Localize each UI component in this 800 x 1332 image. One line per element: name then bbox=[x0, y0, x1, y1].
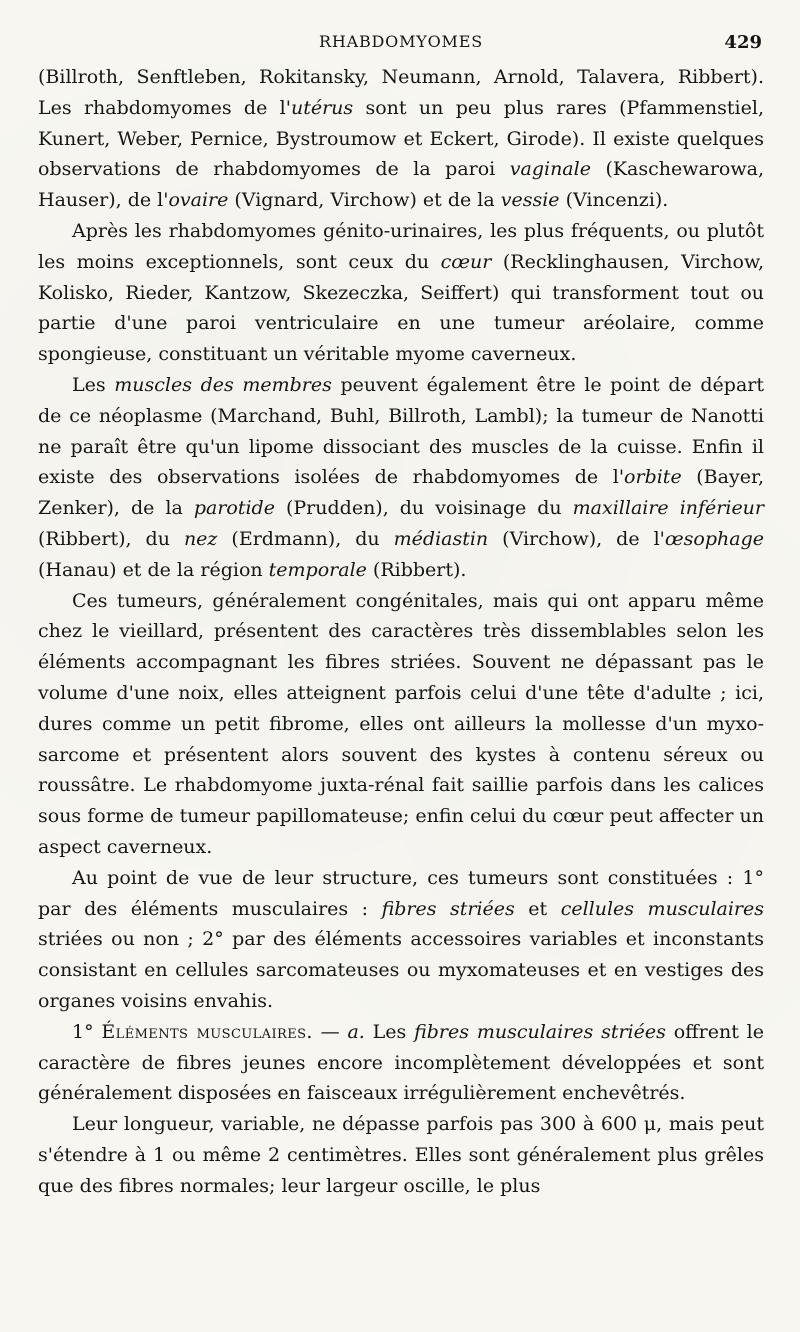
paragraph-text-segment: (Billroth, Senftleben, Rokitansky, Neumann, Arnold, Talavera, Ribbert). Les rhabdomyomes de l' bbox=[38, 66, 764, 119]
paragraph-text-segment: (Prudden), du voisinage du bbox=[274, 497, 573, 520]
paragraph-text-segment: vessie bbox=[500, 189, 560, 212]
paragraph-text-segment: médiastin bbox=[393, 527, 489, 550]
running-title: RHABDOMYOMES bbox=[319, 32, 483, 51]
paragraph-text-segment: Au point de vue de leur structure, ces tumeurs sont constituées : 1° par des éléments musculaires : bbox=[38, 866, 764, 920]
paragraph-4 bbox=[38, 586, 764, 863]
paragraph-text-segment: a. bbox=[347, 1020, 365, 1043]
paragraph-3 bbox=[38, 370, 764, 586]
paragraph-text-segment: peuvent également être le point de départ de ce néoplasme (Marchand, Buhl, Billroth, Lambl); la tumeur de Nanotti ne paraît être qu'un lipome dissociant des muscles de la cuisse. Enfin il existe des observations isolées de rhabdomyomes de l' bbox=[38, 373, 764, 489]
paragraph-text-segment: (Kaschewarowa, Hauser), de l' bbox=[38, 158, 764, 212]
paragraph-text-segment: (Erdmann), du bbox=[217, 527, 394, 550]
paragraph-text-segment: (Vignard, Virchow) et de la bbox=[228, 189, 501, 212]
paragraph-text-segment: striées ou non ; 2° par des éléments accessoires variables et inconstants consistant en cellules sarcomateuses ou myxomateuses et en vestiges des organes voisins envahis. bbox=[38, 928, 764, 1012]
paragraph-text-segment: fibres musculaires striées bbox=[414, 1020, 666, 1043]
paragraph-text-segment: vaginale bbox=[509, 158, 591, 181]
paragraph-text-segment: — bbox=[312, 1020, 348, 1043]
paragraph-5 bbox=[38, 863, 764, 1017]
paragraph-text-segment: cellules musculaires bbox=[560, 897, 764, 920]
paragraph-text-segment: cœur bbox=[440, 250, 492, 273]
paragraph-text-segment: muscles des membres bbox=[114, 373, 332, 396]
paragraph-text-segment: Après les rhabdomyomes génito-urinaires, les plus fréquents, ou plutôt les moins exceptionnels, sont ceux du bbox=[38, 219, 764, 273]
paragraph-text-segment: nez bbox=[183, 527, 218, 550]
paragraph-text-segment: Éléments musculaires. bbox=[101, 1020, 313, 1043]
paragraph-text-segment: Les bbox=[72, 373, 115, 396]
page-header bbox=[38, 28, 764, 62]
paragraph-text-segment: fibres striées bbox=[381, 897, 515, 920]
paragraph-text-segment: sont un peu plus rares (Pfammenstiel, Kunert, Weber, Pernice, Bystroumow et Eckert, Girode). Il existe quelques observations de rhabdomyomes de la paroi bbox=[38, 96, 764, 181]
paragraph-text-segment: maxillaire inférieur bbox=[572, 497, 765, 520]
body-text bbox=[38, 62, 764, 1201]
paragraph-text-segment: offrent le caractère de fibres jeunes encore incomplètement développées et sont généralement disposées en faisceaux irrégulièrement enchevêtrés. bbox=[38, 1020, 764, 1105]
paragraph-text-segment: (Ribbert), du bbox=[38, 527, 184, 550]
paragraph-text-segment: (Hanau) et de la région bbox=[38, 558, 269, 581]
paragraph-text-segment: et bbox=[514, 897, 561, 920]
paragraph-2 bbox=[38, 216, 764, 370]
paragraph-text-segment: parotide bbox=[193, 497, 275, 520]
paragraph-1 bbox=[38, 62, 764, 216]
paragraph-text-segment: utérus bbox=[290, 96, 354, 119]
paragraph-7 bbox=[38, 1109, 764, 1201]
paragraph-text-segment: (Bayer, Zenker), de la bbox=[38, 466, 764, 520]
paragraph-text-segment: orbite bbox=[624, 466, 682, 489]
paragraph-text-segment: (Ribbert). bbox=[366, 558, 467, 581]
paragraph-text-segment: œsophage bbox=[664, 527, 764, 550]
paragraph-text-segment: (Vincenzi). bbox=[559, 189, 669, 212]
paragraph-text-segment: temporale bbox=[268, 558, 367, 581]
paragraph-text-segment: Ces tumeurs, généralement congénitales, mais qui ont apparu même chez le vieillard, présentent des caractères très dissemblables selon les éléments accompagnant les fibres striées. Souvent ne dépassant pas le volume d'une noix, elles atteignent parfois celui d'une tête d'adulte ; ici, dures comme un petit fibrome, elles ont ailleurs la mollesse d'un myxo-sarcome et présentent alors souvent des kystes à contenu séreux ou roussâtre. Le rhabdomyome juxta-rénal fait saillie parfois dans les calices sous forme de tumeur papillomateuse; enfin celui du cœur peut affecter un aspect caverneux. bbox=[38, 589, 764, 858]
paragraph-text-segment: Leur longueur, variable, ne dépasse parfois pas 300 à 600 μ, mais peut s'étendre à 1 ou même 2 centimètres. Elles sont généralement plus grêles que des fibres normales; leur largeur oscille, le plus bbox=[38, 1113, 764, 1197]
page-number: 429 bbox=[724, 32, 762, 53]
paragraph-text-segment: Les bbox=[364, 1020, 415, 1043]
paragraph-6 bbox=[38, 1017, 764, 1109]
paragraph-text-segment: (Recklinghausen, Virchow, Kolisko, Rieder, Kantzow, Skezeczka, Seiffert) qui transforment tout ou partie d'une paroi ventriculaire en une tumeur aréolaire, comme spongieuse, constituant un véritable myome caverneux. bbox=[38, 250, 765, 366]
paragraph-text-segment: 1° bbox=[72, 1020, 102, 1043]
paragraph-text-segment: ovaire bbox=[168, 189, 229, 212]
paragraph-text-segment: (Virchow), de l' bbox=[488, 527, 665, 550]
